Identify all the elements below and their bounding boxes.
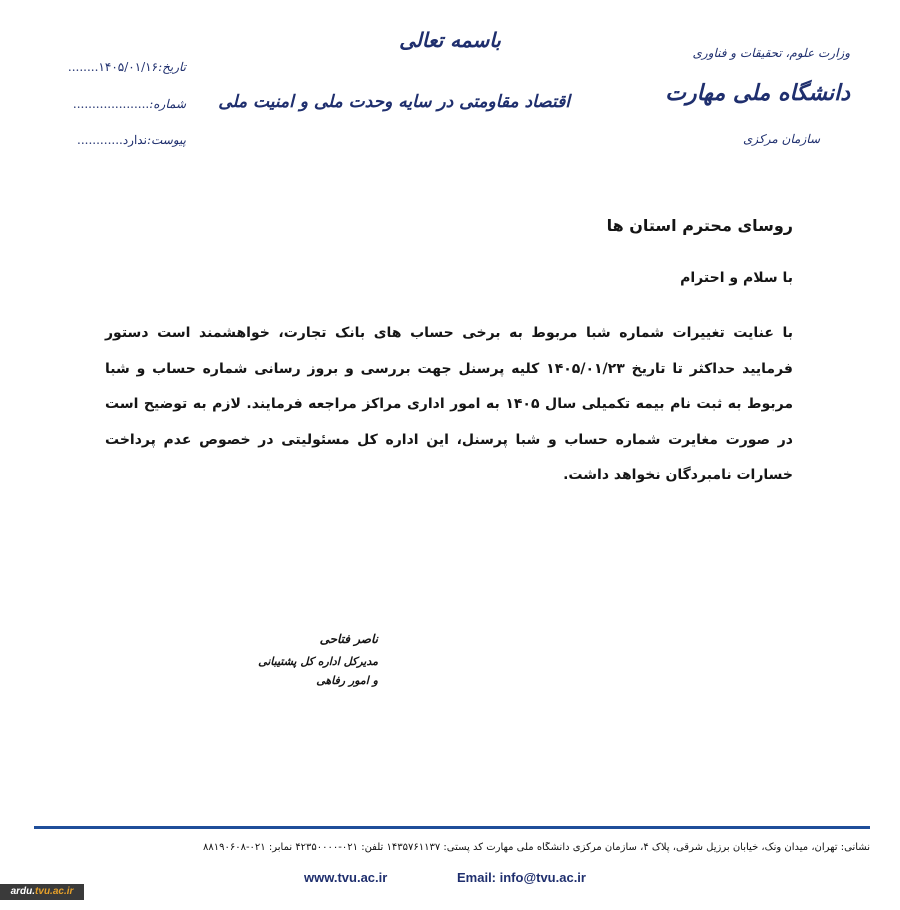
signer-title-1: مدیرکل اداره کل پشتیبانی: [258, 655, 378, 668]
attachment-label: پیوست:: [146, 133, 186, 147]
university-name: دانشگاه ملی مهارت: [665, 80, 850, 106]
attachment-field: [46, 133, 186, 147]
bismillah: باسمه تعالی: [399, 28, 501, 52]
organization-name: سازمان مرکزی: [743, 132, 820, 146]
website-link[interactable]: www.tvu.ac.ir: [304, 870, 388, 885]
number-label: شماره:: [149, 97, 186, 111]
greeting: با سلام و احترام: [680, 270, 793, 286]
signer-title-2: و امور رفاهی: [316, 674, 378, 687]
attachment-dots: ............: [77, 133, 123, 147]
number-field: [46, 97, 186, 111]
letter-body: [105, 316, 793, 494]
ministry-name: وزارت علوم، تحقیقات و فناوری: [692, 46, 850, 60]
source-badge: [0, 884, 84, 900]
badge-prefix: ardu.: [10, 886, 36, 897]
footer-rule: [34, 826, 870, 829]
date-field: [46, 60, 186, 74]
footer-address: نشانی: تهران، میدان ونک، خیابان برزیل شرقی، پلاک ۴، سازمان مرکزی دانشگاه ملی مهارت کد پستی: ۱۴۳۵۷۶۱۱۳۷ تلفن: ۰۲۱-۴۲۳۵۰۰۰۰ نمابر: ۰۲۱-۸۸۱۹۰۶۰۸: [202, 842, 870, 853]
letter-paragraph: با عنایت تغییرات شماره شبا مربوط به برخی حساب های بانک تجارت، خواهشمند است دستور فرمایید حداکثر تا تاریخ ۱۴۰۵/۰۱/۲۳ کلیه پرسنل جهت بررسی و بروز رسانی شماره حساب و شبا مربوط به ثبت نام بیمه تکمیلی سال ۱۴۰۵ به امور اداری مراکز مراجعه فرمایند. لازم به توضیح است در صورت مغایرت شماره حساب و شبا پرسنل، این اداره کل مسئولیتی در خصوص عدم پرداخت خسارات نامبردگان نخواهد داشت.: [105, 325, 793, 483]
signer-name: ناصر فتاحی: [319, 632, 378, 646]
attachment-value: ندارد: [122, 133, 147, 147]
email-link[interactable]: Email: info@tvu.ac.ir: [457, 870, 586, 885]
badge-accent: tvu.ac.ir: [35, 886, 74, 897]
date-dots: ........: [67, 60, 99, 74]
addressee: روسای محترم استان ها: [606, 216, 793, 235]
date-label: تاریخ:: [158, 60, 186, 74]
number-dots: ....................: [72, 97, 150, 111]
motto: اقتصاد مقاومتی در سایه وحدت ملی و امنیت ملی: [218, 92, 570, 112]
date-value: ۱۴۰۵/۰۱/۱۶: [98, 60, 159, 74]
